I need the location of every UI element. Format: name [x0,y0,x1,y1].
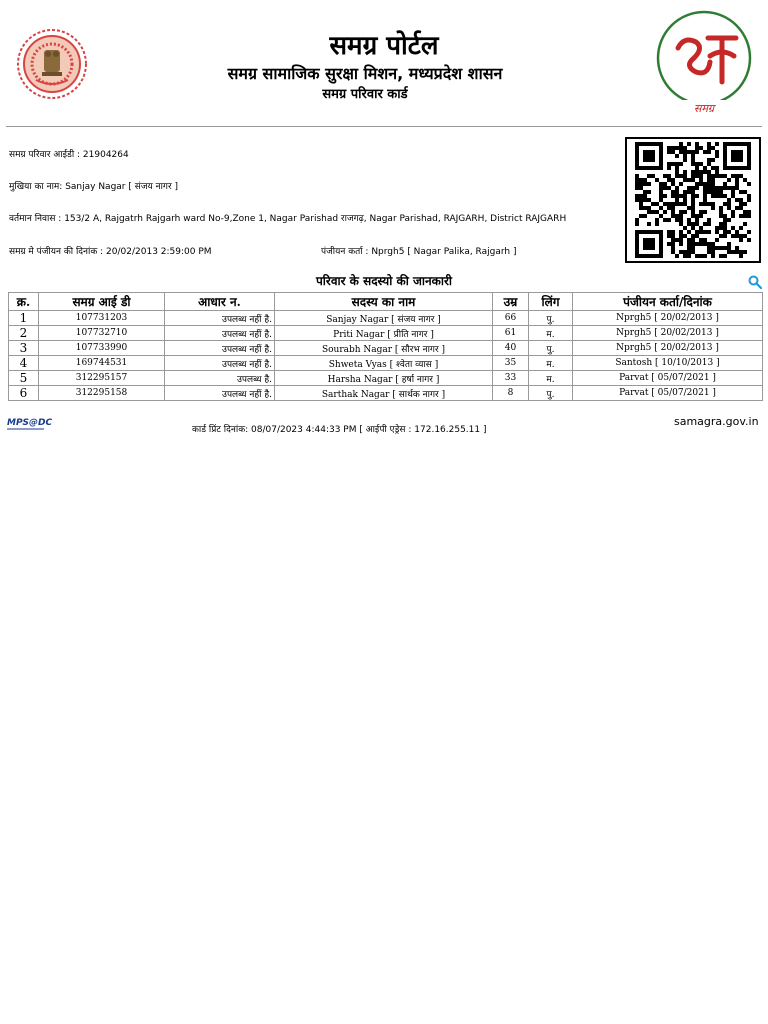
family-id: समग्र परिवार आईडी : 21904264 [9,150,129,160]
card-title: समग्र परिवार कार्ड [322,87,408,102]
table-header-row [9,293,763,311]
column-header-samagra-id: समग्र आई डी [39,293,165,311]
members-table [8,292,763,401]
cell-registered-by: Santosh [ 10/10/2013 ] [573,356,763,371]
cell-member-name: Sarthak Nagar [ सार्थक नागर ] [275,386,493,401]
cell-aadhaar: उपलब्ध नहीं है. [165,356,275,371]
members-heading: परिवार के सदस्यो की जानकारी [315,274,452,288]
mpsedc-logo [6,414,53,434]
cell-age: 8 [493,386,529,401]
cell-registered-by: Nprgh5 [ 20/02/2013 ] [573,341,763,356]
cell-sno: 3 [9,341,39,356]
table-row [9,341,763,356]
cell-gender: म. [529,326,573,341]
table-row [9,311,763,326]
cell-samagra-id: 169744531 [39,356,165,371]
cell-aadhaar: उपलब्ध नहीं है. [165,311,275,326]
search-icon[interactable] [748,274,762,288]
cell-samagra-id: 107731203 [39,311,165,326]
cell-sno: 1 [9,311,39,326]
cell-aadhaar: उपलब्ध नहीं है. [165,341,275,356]
cell-registered-by: Parvat [ 05/07/2021 ] [573,371,763,386]
cell-sno: 4 [9,356,39,371]
page-subtitle: समग्र सामाजिक सुरक्षा मिशन, मध्यप्रदेश शासन [227,64,503,83]
cell-member-name: Shweta Vyas [ श्वेता व्यास ] [275,356,493,371]
cell-member-name: Priti Nagar [ प्रीति नागर ] [275,326,493,341]
column-header-sno: क्र. [9,293,39,311]
header-divider [6,126,762,127]
qr-code [625,137,761,263]
cell-gender: पु. [529,341,573,356]
cell-samagra-id: 312295157 [39,371,165,386]
cell-gender: पु. [529,311,573,326]
table-row [9,356,763,371]
cell-age: 40 [493,341,529,356]
column-header-gender: लिंग [529,293,573,311]
samagra-logo [650,12,758,116]
registered-by: पंजीयन कर्ता : Nprgh5 [ Nagar Palika, Rajgarh ] [321,247,517,257]
column-header-registered-by-date: पंजीयन कर्ता/दिनांक [573,293,763,311]
cell-registered-by: Nprgh5 [ 20/02/2013 ] [573,326,763,341]
table-row [9,371,763,386]
cell-age: 33 [493,371,529,386]
cell-registered-by: Parvat [ 05/07/2021 ] [573,386,763,401]
column-header-age: उम्र [493,293,529,311]
cell-age: 35 [493,356,529,371]
cell-age: 66 [493,311,529,326]
cell-gender: पु. [529,386,573,401]
cell-age: 61 [493,326,529,341]
cell-aadhaar: उपलब्ध नहीं है. [165,386,275,401]
cell-sno: 6 [9,386,39,401]
cell-samagra-id: 107733990 [39,341,165,356]
cell-sno: 5 [9,371,39,386]
family-head-name: मुखिया का नाम: Sanjay Nagar [ संजय नागर ] [9,182,179,192]
cell-sno: 2 [9,326,39,341]
registration-date: समग्र मे पंजीयन की दिनांक : 20/02/2013 2:59:00 PM [9,247,212,257]
cell-gender: म. [529,356,573,371]
print-info: कार्ड प्रिंट दिनांक: 08/07/2023 4:44:33 PM [ आईपी एड्रेस : 172.16.255.11 ] [192,425,487,435]
table-row [9,326,763,341]
samagra-logo-text: समग्र [693,102,715,115]
cell-aadhaar: उपलब्ध नहीं है. [165,326,275,341]
cell-gender: म. [529,371,573,386]
cell-samagra-id: 312295158 [39,386,165,401]
current-address: वर्तमान निवास : 153/2 A, Rajgatrh Rajgarh ward No-9,Zone 1, Nagar Parishad राजगढ़, Nagar Parishad, RAJGARH, District RAJGARH [9,214,567,224]
cell-member-name: Harsha Nagar [ हर्षा नागर ] [275,371,493,386]
cell-aadhaar: उपलब्ध है. [165,371,275,386]
cell-member-name: Sourabh Nagar [ सौरभ नागर ] [275,341,493,356]
column-header-member-name: सदस्य का नाम [275,293,493,311]
cell-samagra-id: 107732710 [39,326,165,341]
site-url-link[interactable]: samagra.gov.in [674,415,759,428]
page-title: समग्र पोर्टल [329,31,439,61]
table-row [9,386,763,401]
column-header-aadhaar: आधार न. [165,293,275,311]
cell-member-name: Sanjay Nagar [ संजय नागर ] [275,311,493,326]
mpsedc-logo-text: MPS@DC [7,418,53,428]
cell-registered-by: Nprgh5 [ 20/02/2013 ] [573,311,763,326]
